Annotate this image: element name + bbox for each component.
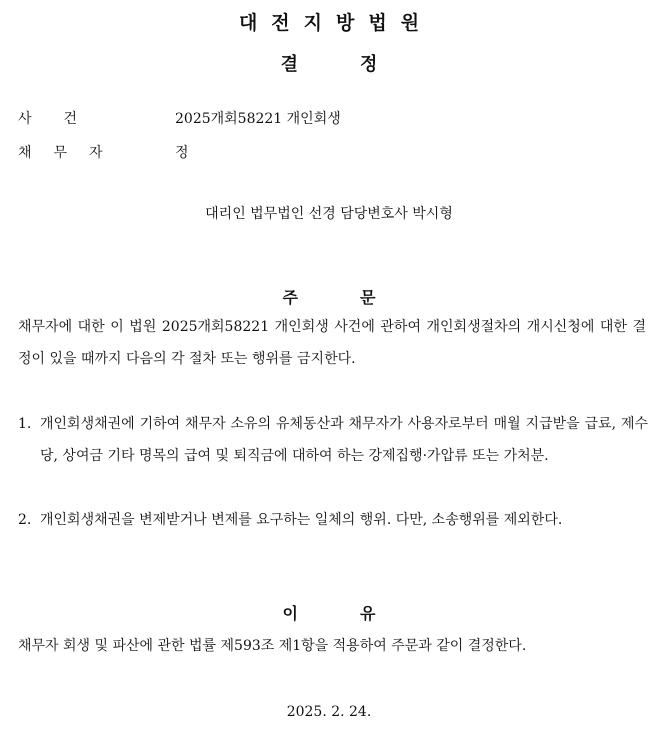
order-item-2 bbox=[18, 504, 648, 536]
court-name: 대전지방법원 bbox=[238, 12, 434, 34]
debtor-label: 채무자 bbox=[18, 145, 125, 161]
reason-text: 채무자 회생 및 파산에 관한 법률 제593조 제1항을 적용하여 주문과 같이 결정한다. bbox=[18, 638, 527, 654]
document-type-title: 결정 bbox=[280, 54, 440, 75]
debtor-name: 정 bbox=[175, 145, 189, 161]
case-number: 2025개회58221 개인회생 bbox=[175, 111, 341, 127]
representative: 대리인 법무법인 선경 담당변호사 박시형 bbox=[205, 206, 453, 222]
reason-heading: 이유 bbox=[282, 604, 438, 623]
order-item-number: 1. bbox=[18, 416, 32, 432]
order-item-text: 개인회생채권을 변제받거나 변제를 요구하는 일체의 행위. 다만, 소송행위를 제외한다. bbox=[40, 512, 563, 528]
order-item-number: 2. bbox=[18, 512, 32, 528]
order-item-text: 개인회생채권에 기하여 채무자 소유의 유체동산과 채무자가 사용자로부터 매월 지급받을 급료, 제수당, 상여금 기타 명목의 급여 및 퇴직금에 대하여 하는 강제집행·가압류 또는 가처분. bbox=[40, 416, 648, 464]
order-intro: 채무자에 대한 이 법원 2025개회58221 개인회생 사건에 관하여 개인회생절차의 개시신청에 대한 결정이 있을 때까지 다음의 각 절차 또는 행위를 금지한다. bbox=[18, 319, 646, 367]
order-item-1 bbox=[18, 408, 648, 472]
case-label: 사건 bbox=[18, 111, 110, 127]
order-heading: 주문 bbox=[282, 288, 438, 307]
decision-date: 2025. 2. 24. bbox=[286, 704, 372, 720]
